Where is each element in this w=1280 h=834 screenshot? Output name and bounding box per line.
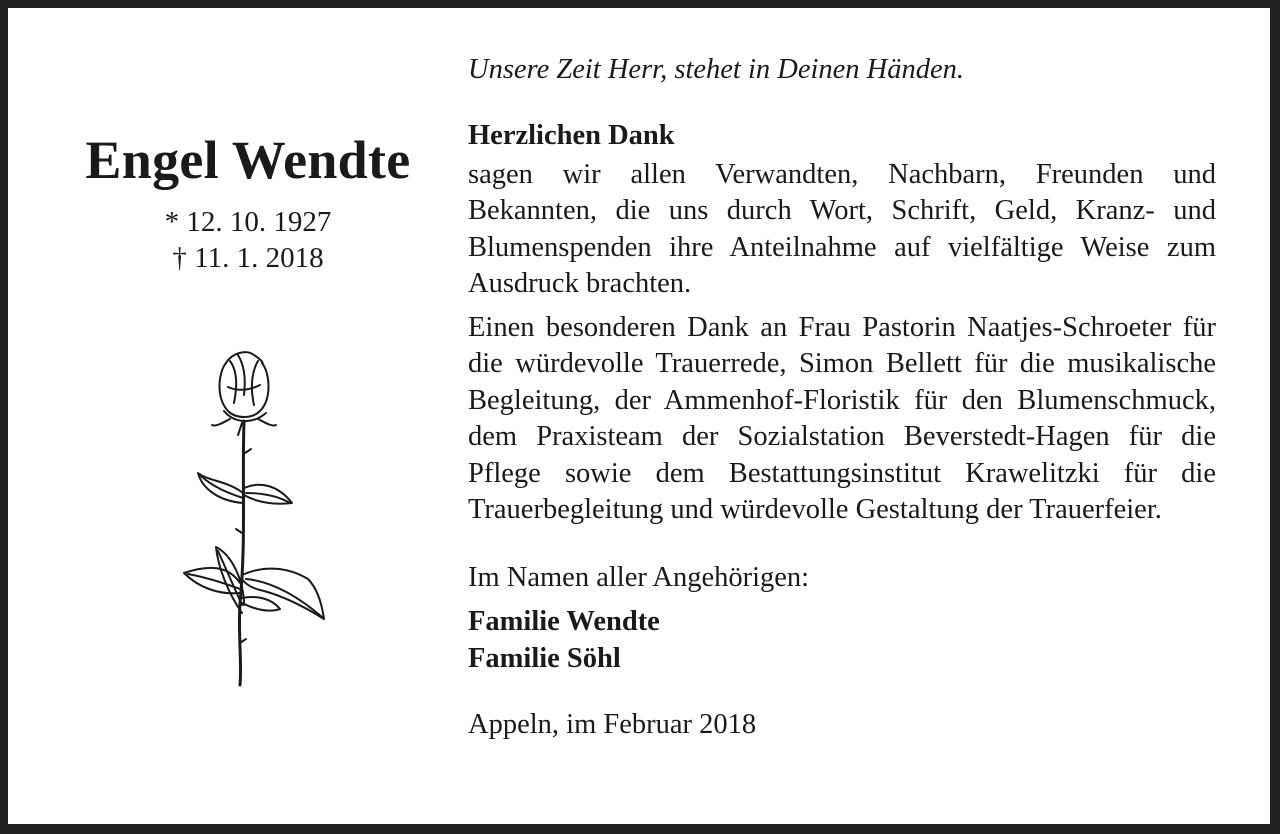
place-date: Appeln, im Februar 2018	[468, 709, 757, 740]
deceased-name: Engel Wendte	[85, 130, 411, 190]
thanks-heading: Herzlichen Dank	[468, 120, 675, 151]
rose-icon	[168, 343, 338, 688]
thanks-paragraph: sagen wir allen Verwandten, Nachbarn, Freunden und Bekannten, die uns durch Wort, Schrift, Geld, Kranz- und Blumenspenden ihre Anteilnahme auf vielfältige Weise zum Ausdruck brachten.	[468, 158, 1216, 299]
death-date: † 11. 1. 2018	[172, 242, 324, 274]
special-thanks-paragraph: Einen besonderen Dank an Frau Pastorin Naatjes-Schroeter für die würdevolle Trauerrede, Simon Bellett für die musikalische Begleitung, der Ammenhof-Floristik für den Blumenschmuck, dem Praxisteam der Sozialstation Beverstedt-Hagen für die Pflege sowie dem Bestattungsinstitut Krawelitzki für die Trauerbegleitung und würdevolle Gestaltung der Trauerfeier.	[468, 311, 1216, 525]
closing-line: Im Namen aller Angehörigen:	[468, 561, 810, 593]
family-name: Familie Wendte	[468, 606, 660, 637]
notice-text	[468, 52, 1216, 744]
deceased-block	[48, 128, 448, 276]
motto: Unsere Zeit Herr, stehet in Deinen Händen.	[468, 54, 965, 85]
obituary-card	[8, 8, 1270, 824]
birth-date: * 12. 10. 1927	[164, 206, 332, 238]
family-name: Familie Söhl	[468, 642, 621, 674]
